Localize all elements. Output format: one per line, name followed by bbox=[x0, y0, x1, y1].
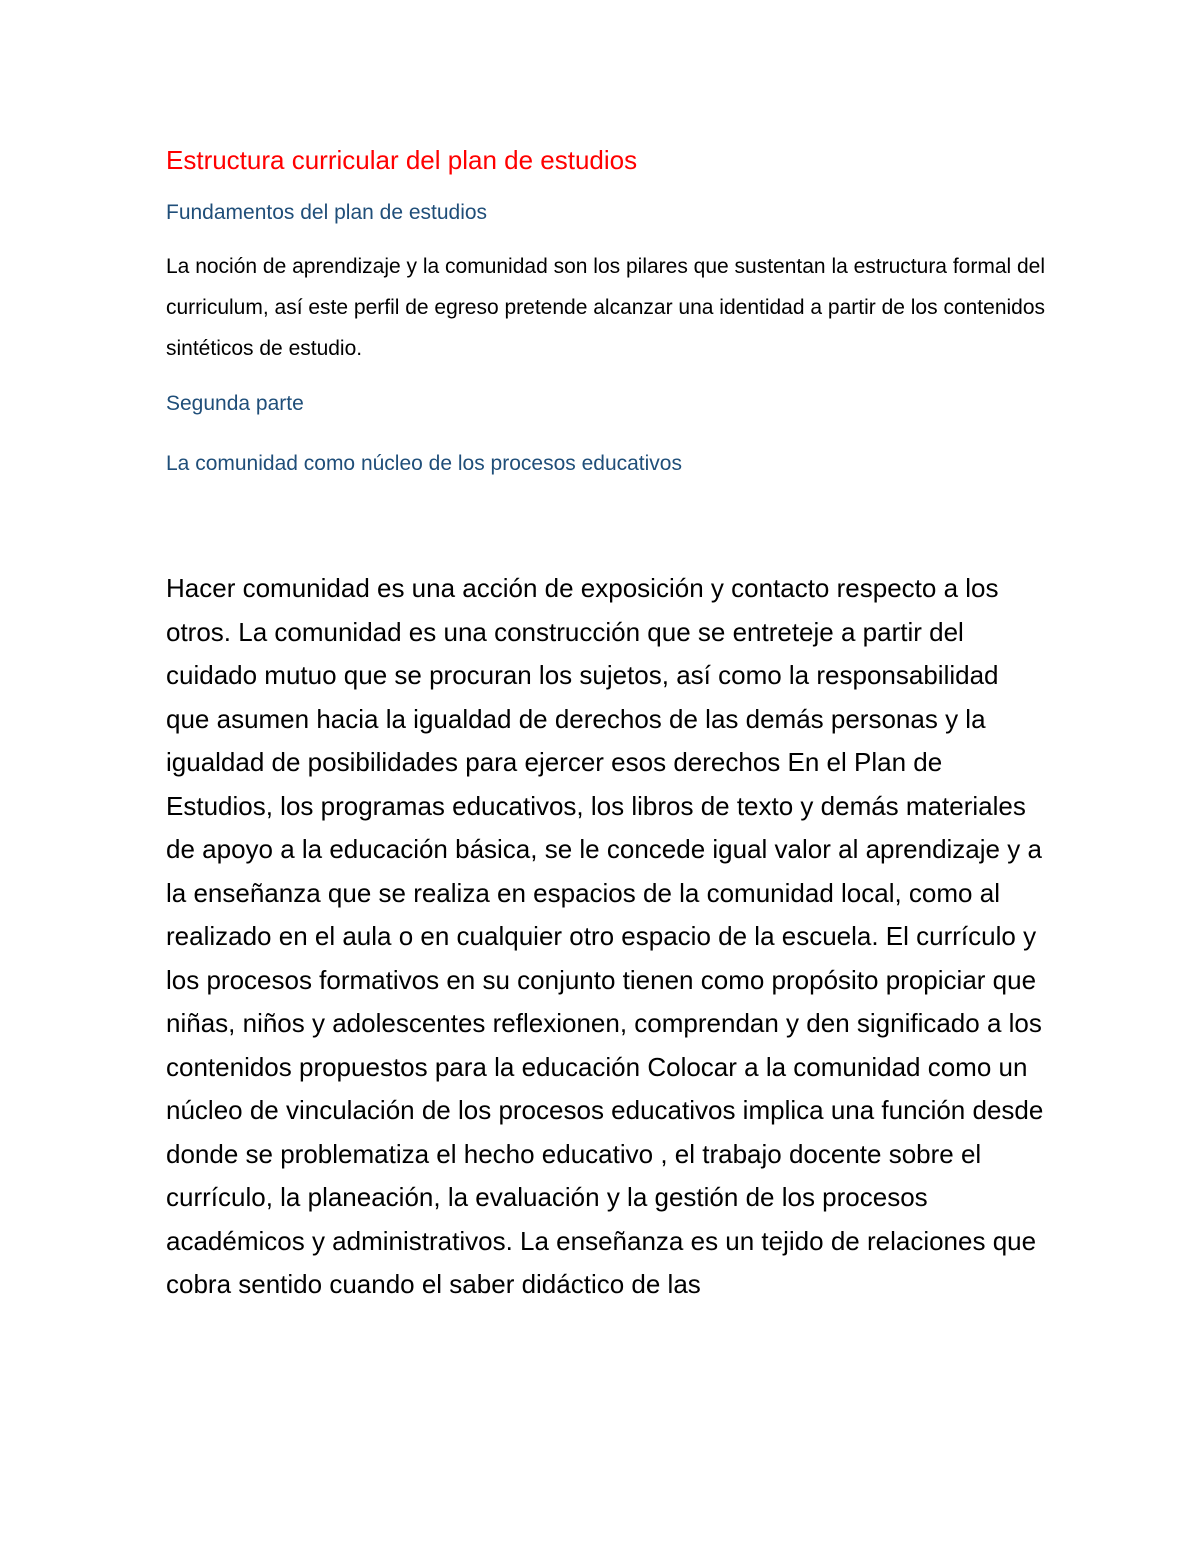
section-paragraph-fundamentos: La noción de aprendizaje y la comunidad son los pilares que sustentan la estructura formal del curriculum, así este perfil de egreso pretende alcanzar una identidad a partir de los contenidos sintéticos de estudio. bbox=[166, 255, 1046, 360]
section-heading-segunda-parte: Segunda parte bbox=[166, 392, 304, 415]
section-subheading-comunidad: La comunidad como núcleo de los procesos educativos bbox=[166, 452, 682, 475]
body-paragraph: Hacer comunidad es una acción de exposición y contacto respecto a los otros. La comunidad es una construcción que se entreteje a partir del cuidado mutuo que se procuran los sujetos, así como la responsabilidad que asumen hacia la igualdad de derechos de las demás personas y la igualdad de posibilidades para ejercer esos derechos En el Plan de Estudios, los programas educativos, los libros de texto y demás materiales de apoyo a la educación básica, se le concede igual valor al aprendizaje y a la enseñanza que se realiza en espacios de la comunidad local, como al realizado en el aula o en cualquier otro espacio de la escuela. El currículo y los procesos formativos en su conjunto tienen como propósito propiciar que niñas, niños y adolescentes reflexionen, comprendan y den significado a los contenidos propuestos para la educación Colocar a la comunidad como un núcleo de vinculación de los procesos educativos implica una función desde donde se problematiza el hecho educativo , el trabajo docente sobre el currículo, la planeación, la evaluación y la gestión de los procesos académicos y administrativos. La enseñanza es un tejido de relaciones que cobra sentido cuando el saber didáctico de las bbox=[166, 573, 1044, 1299]
section-heading-fundamentos: Fundamentos del plan de estudios bbox=[166, 201, 488, 224]
document-content bbox=[166, 140, 1046, 1307]
document-title: Estructura curricular del plan de estudios bbox=[166, 145, 638, 175]
